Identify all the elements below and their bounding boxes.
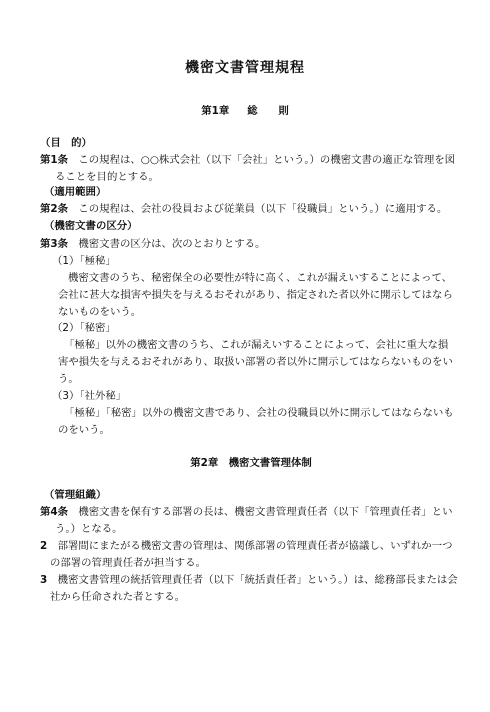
article-1-text-1: この規程は、○○株式会社（以下「会社」という。）の機密文書の適正な管理を図 [78, 154, 456, 166]
article-3-item-1-label: （1）「極秘」 [52, 255, 116, 267]
chapter-1-number: 第1章 [201, 105, 230, 117]
article-4-text-1: 機密文書を保有する部署の長は、機密文書管理責任者（以下「管理責任者」とい [78, 506, 453, 518]
article-2-line-1 [40, 201, 447, 218]
article-3-line-1 [40, 236, 265, 253]
article-3-item-3-line-2: のをいう。 [58, 424, 110, 436]
document-title: 機密文書管理規程 [185, 60, 305, 76]
article-3-item-1-line-1: 機密文書のうち、秘密保全の必要性が特に高く、これが漏えいすることによって、 [68, 272, 453, 284]
chapter-1-title: 総 則 [247, 105, 289, 117]
article-2-text-1: この規程は、会社の役員および従業員（以下「役職員」という。）に適用する。 [78, 203, 448, 215]
article-3-number: 第3条 [40, 238, 69, 250]
article-4-para-2-text-1: 部署間にまたがる機密文書の管理は、関係部署の管理責任者が協議し、いずれか一つ [57, 540, 453, 552]
article-1-line-1 [40, 152, 455, 169]
article-4-heading: （管理組織） [44, 489, 107, 501]
chapter-2-number: 第2章 [190, 457, 219, 469]
article-3-item-2-label: （2）「秘密」 [52, 322, 116, 334]
article-4-para-3-number: 3 [40, 574, 48, 586]
article-1-line-2: ることを目的とする。 [55, 171, 159, 183]
article-2-number: 第2条 [40, 203, 69, 215]
article-3-item-3-label: （3）「社外秘」 [52, 390, 127, 402]
article-4-line-2: う。）となる。 [55, 523, 123, 535]
article-4-line-1 [40, 504, 452, 521]
article-4-para-3-line-1 [40, 572, 458, 589]
article-2-heading: （適用範囲） [44, 186, 107, 198]
article-4-para-2-line-2: の部署の管理責任者が担当する。 [50, 557, 206, 569]
article-3-item-2-line-1: 「極秘」以外の機密文書のうち、これが漏えいすることによって、会社に重大な損 [64, 339, 449, 351]
article-3-text-1: 機密文書の区分は、次のとおりとする。 [78, 238, 266, 250]
article-1-heading: （目 的） [40, 137, 92, 149]
article-4-para-3-text-1: 機密文書管理の統括管理責任者（以下「統括責任者」という。）は、総務部長または会 [57, 574, 458, 586]
article-3-item-2-line-2: 害や損失を与えるおそれがあり、取扱い部署の者以外に開示してはならないものをい [58, 356, 453, 368]
article-3-item-1-line-2: 会社に甚大な損害や損失を与えるおそれがあり、指定された者以外に開示してはなら [58, 289, 453, 301]
article-3-item-1-line-3: ないものをいう。 [58, 306, 142, 318]
article-3-item-2-line-3: う。 [58, 373, 79, 385]
article-1-number: 第1条 [40, 154, 69, 166]
chapter-2-heading [0, 455, 490, 472]
article-4-para-3-line-2: 社から任命された者とする。 [50, 591, 186, 603]
article-4-number: 第4条 [40, 506, 69, 518]
article-3-heading: （機密文書の区分） [44, 220, 138, 232]
article-4-para-2-line-1 [40, 538, 452, 555]
article-3-item-3-line-1: 「極秘」「秘密」以外の機密文書であり、会社の役職員以外に開示してはならないも [64, 407, 454, 419]
article-4-para-2-number: 2 [40, 540, 48, 552]
chapter-1-heading [0, 103, 490, 120]
chapter-2-title: 機密文書管理体制 [228, 457, 312, 469]
